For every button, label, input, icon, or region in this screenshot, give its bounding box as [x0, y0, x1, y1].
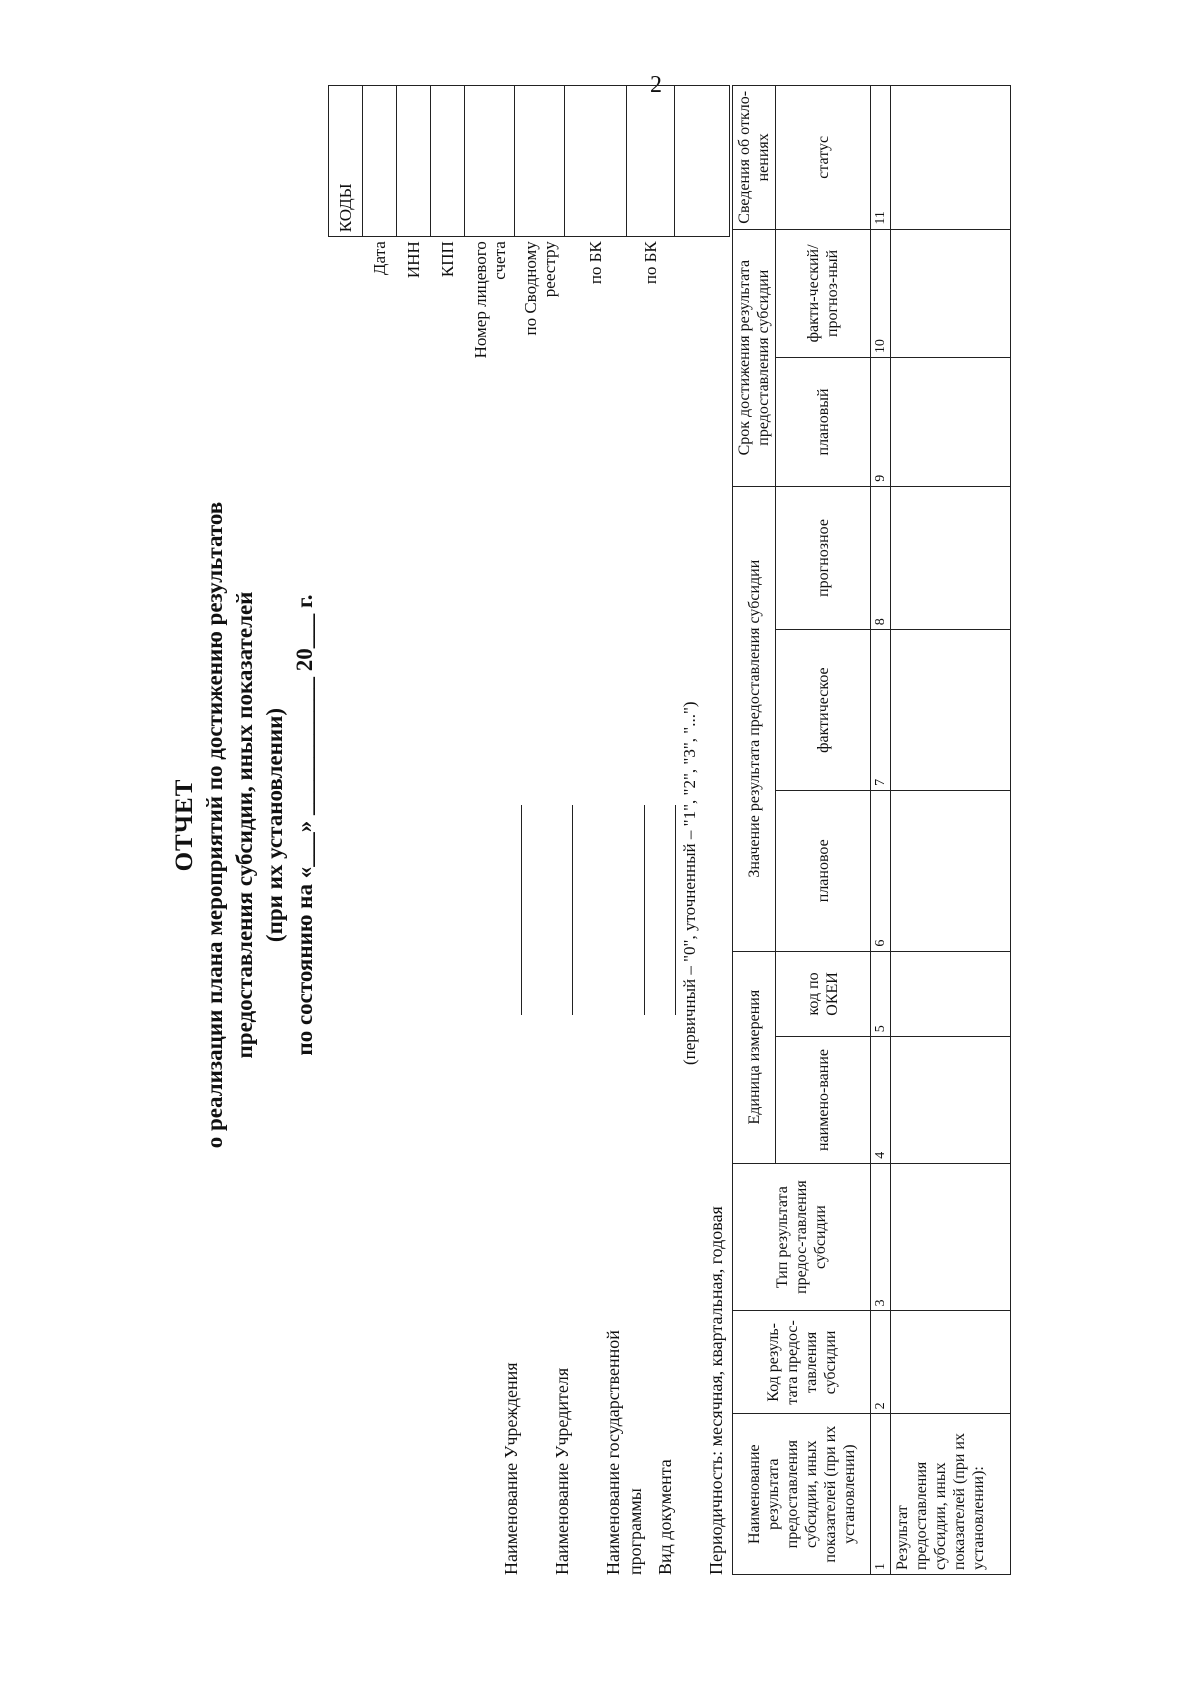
- doc-type-fill-line[interactable]: [675, 805, 676, 1015]
- head-result-name: Наименование результата предоставления субсидии, иных показателей (при их установлении): [733, 1414, 871, 1575]
- head-result-type: Тип результата предос-тавления субсидии: [733, 1163, 871, 1311]
- col-number: 3: [871, 1163, 891, 1311]
- head-value-fact: фактическое: [776, 630, 871, 791]
- code-label-bk-1: по БК: [586, 241, 605, 285]
- table-cell[interactable]: [891, 1311, 1011, 1414]
- table-row: [891, 86, 1011, 1575]
- col-number: 4: [871, 1037, 891, 1163]
- institution-fill-line[interactable]: [521, 805, 522, 1015]
- label-program: Наименование государственной программы: [603, 1330, 645, 1575]
- founder-fill-line[interactable]: [572, 805, 573, 1015]
- col-number: 2: [871, 1311, 891, 1414]
- report-subtitle-2: предоставления субсидии, иных показателей: [232, 591, 257, 1059]
- col-number: 9: [871, 358, 891, 487]
- code-label-date: Дата: [370, 241, 389, 276]
- codes-box: [328, 85, 730, 380]
- code-value-account[interactable]: [465, 86, 515, 237]
- code-value-bk-1[interactable]: [565, 86, 627, 237]
- head-deviation: Сведения об откло-нениях: [733, 86, 776, 230]
- col-number: 11: [871, 86, 891, 230]
- label-doc-type: Вид документа: [655, 1459, 675, 1575]
- col-number: 1: [871, 1414, 891, 1575]
- code-value-inn[interactable]: [397, 86, 431, 237]
- col-number: 6: [871, 790, 891, 951]
- code-value-registry[interactable]: [515, 86, 565, 237]
- col-number: 8: [871, 486, 891, 630]
- col-number: 5: [871, 951, 891, 1037]
- code-label-blank: [675, 237, 730, 380]
- table-cell[interactable]: [891, 1037, 1011, 1163]
- label-founder: Наименование Учредителя: [552, 1367, 572, 1575]
- report-form: [170, 85, 1170, 1575]
- periodicity: Периодичность: месячная, квартальная, годовая: [706, 1206, 726, 1575]
- code-label-registry: по Сводному реестру: [520, 241, 559, 336]
- head-term-plan: плановый: [776, 358, 871, 487]
- results-table: [732, 85, 1011, 1575]
- code-label-inn: ИНН: [404, 241, 423, 279]
- code-label-account: Номер лицевого счета: [470, 241, 509, 359]
- table-cell[interactable]: [891, 229, 1011, 358]
- report-title: ОТЧЕТ: [171, 778, 198, 872]
- head-value-forecast: прогнозное: [776, 486, 871, 630]
- table-cell[interactable]: [891, 1163, 1011, 1311]
- col-number: 10: [871, 229, 891, 358]
- report-header: [170, 155, 320, 1495]
- label-institution: Наименование Учреждения: [501, 1362, 521, 1575]
- head-unit-okei: код по ОКЕИ: [776, 951, 871, 1037]
- code-value-kpp[interactable]: [431, 86, 465, 237]
- report-date-line: по состоянию на «___» ____________ 20___ г.: [292, 594, 317, 1056]
- head-result-code: Код резуль-тата предос-тавления субсидии: [733, 1311, 871, 1414]
- page-number: 2: [650, 72, 662, 98]
- result-row-label: Результат предоставления субсидии, иных показателей (при их установлении):: [891, 1414, 1011, 1575]
- head-term-fact: факти-ческий/ прогноз-ный: [776, 229, 871, 358]
- code-value-date[interactable]: [363, 86, 397, 237]
- codes-header: КОДЫ: [329, 86, 363, 237]
- table-cell[interactable]: [891, 790, 1011, 951]
- head-term: Срок достижения результата предоставления субсидии: [733, 229, 776, 486]
- code-label-bk-2: по БК: [641, 241, 660, 285]
- head-value: Значение результата предоставления субсидии: [733, 486, 776, 951]
- table-cell[interactable]: [891, 951, 1011, 1037]
- report-subtitle-1: о реализации плана мероприятий по достижению результатов: [202, 501, 227, 1149]
- head-unit: Единица измерения: [733, 951, 776, 1163]
- head-deviation-status: статус: [776, 86, 871, 230]
- head-unit-name: наимено-вание: [776, 1037, 871, 1163]
- table-cell[interactable]: [891, 358, 1011, 487]
- head-value-plan: плановое: [776, 790, 871, 951]
- table-cell[interactable]: [891, 86, 1011, 230]
- table-cell[interactable]: [891, 630, 1011, 791]
- code-value-blank[interactable]: [675, 86, 730, 237]
- code-value-bk-2[interactable]: [627, 86, 675, 237]
- report-subtitle-3: (при их установлении): [262, 707, 287, 943]
- program-fill-line[interactable]: [644, 805, 645, 1015]
- doc-type-note: (первичный – "0", уточненный – "1", "2", "3", "..."): [680, 701, 699, 1065]
- table-cell[interactable]: [891, 486, 1011, 630]
- col-number: 7: [871, 630, 891, 791]
- code-label-kpp: КПП: [438, 241, 457, 278]
